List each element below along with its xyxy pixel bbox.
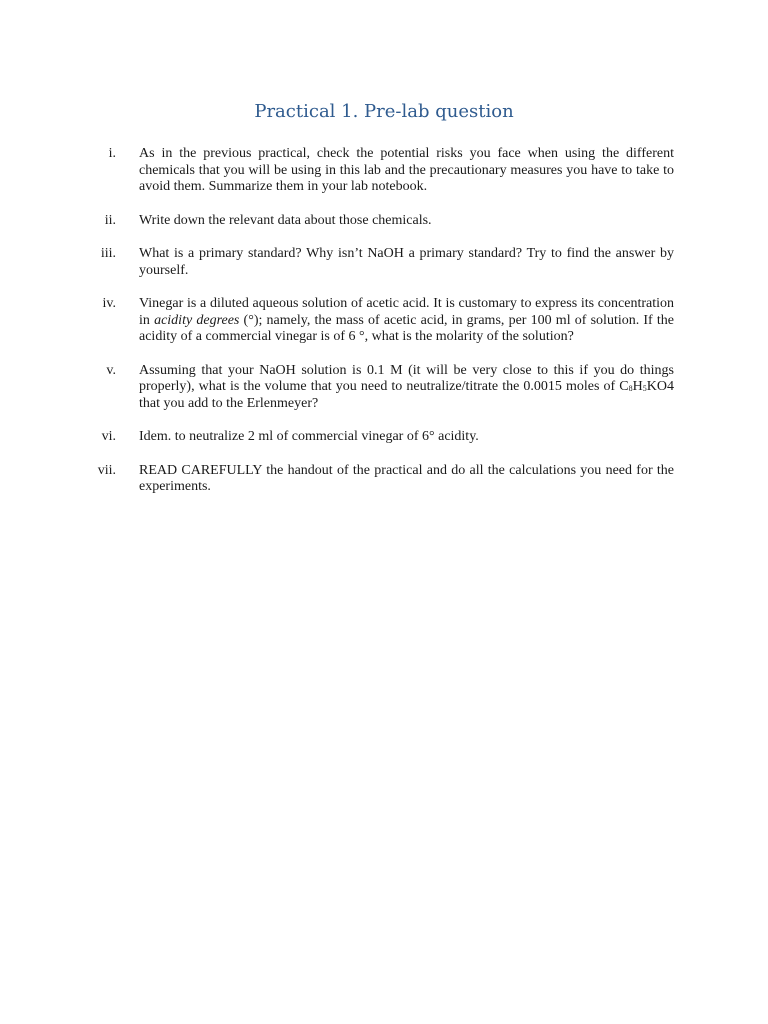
item-text-part: H — [632, 379, 643, 394]
item-numeral: i. — [108, 146, 116, 161]
list-item — [0, 363, 768, 413]
list-item — [0, 146, 768, 196]
list-item — [0, 246, 768, 279]
item-numeral: iv. — [102, 296, 116, 311]
item-text: Idem. to neutralize 2 ml of commercial vinegar of 6° acidity. — [139, 429, 479, 444]
item-numeral: vii. — [97, 462, 116, 478]
item-numeral: iii. — [100, 246, 116, 261]
item-text-part: Vinegar is a diluted aqueous solution of acetic acid. It is customary to express its concentration in — [139, 296, 674, 328]
list-item — [0, 213, 768, 230]
page-title: Practical 1. Pre-lab question — [254, 101, 514, 122]
subscript: 8 — [628, 384, 633, 393]
subscript: 5 — [642, 384, 647, 393]
question-list — [0, 146, 768, 513]
item-text: As in the previous practical, check the potential risks you face when using the different chemicals that you will be using in this lab and the precautionary measures you have to take to avoid them. Summarize them in your lab notebook. — [139, 146, 674, 194]
item-text: Write down the relevant data about those chemicals. — [139, 212, 432, 228]
item-text: READ CAREFULLY the handout of the practical and do all the calculations you need for the experiments. — [139, 462, 674, 494]
item-text-part: (°); namely, the mass of acetic acid, in grams, per 100 ml of solution. If the acidity of a commercial vinegar is of 6 °, what is the molarity of the solution? — [139, 312, 675, 344]
item-text: What is a primary standard? Why isn’t NaOH a primary standard? Try to find the answer by yourself. — [139, 246, 674, 278]
item-numeral: vi. — [101, 429, 116, 444]
list-item — [0, 296, 768, 346]
item-text-part: Assuming that your NaOH solution is 0.1 M (it will be very close to this if you do things properly), what is the volume that you need to neutralize/titrate the 0.0015 moles of C — [139, 362, 674, 394]
item-text-part: KO4 that you add to the Erlenmeyer? — [139, 379, 674, 411]
item-text — [139, 296, 674, 346]
item-numeral: v. — [106, 362, 116, 378]
list-item — [0, 463, 768, 496]
item-numeral: ii. — [104, 212, 116, 228]
italic-term: acidity degrees — [154, 312, 240, 328]
item-text — [139, 363, 674, 413]
list-item — [0, 429, 768, 446]
